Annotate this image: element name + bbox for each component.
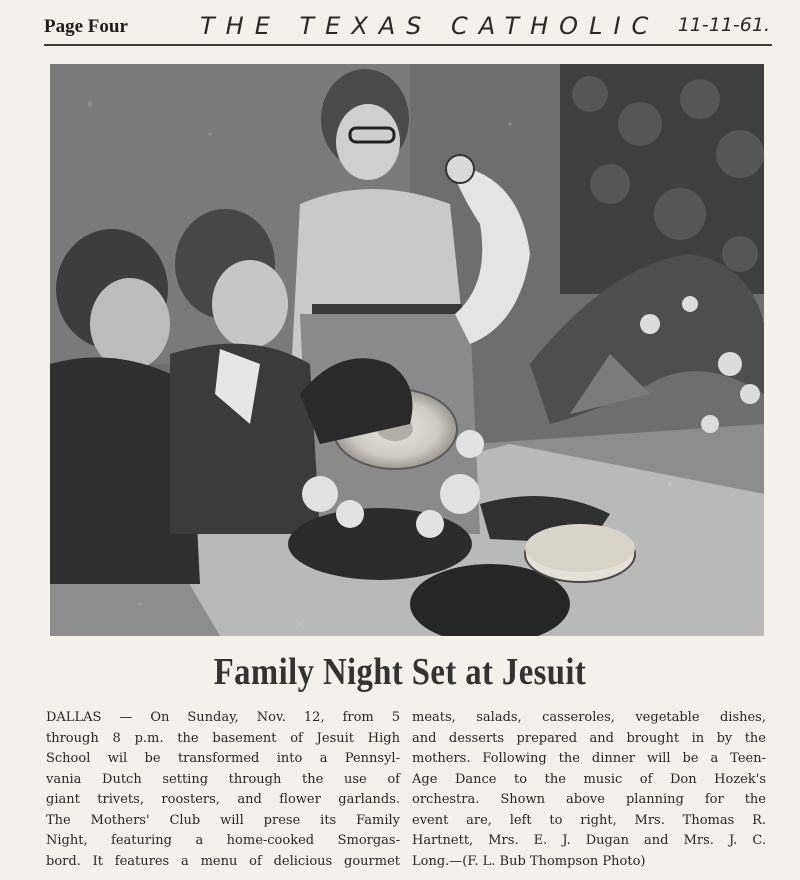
article-line: Hartnett, Mrs. E. J. Dugan and Mrs. J. C. xyxy=(412,833,766,848)
article-line: orchestra. Shown above planning for the xyxy=(412,792,766,807)
article-line: through 8 p.m. the basement of Jesuit High xyxy=(46,730,400,746)
article-line: meats, salads, casseroles, vegetable dishes, xyxy=(412,710,766,725)
article-line: School wil be transformed into a Pennsyl- xyxy=(46,751,400,766)
article-column-right xyxy=(412,708,766,872)
article-line: DALLAS — On Sunday, Nov. 12, from 5 xyxy=(46,710,400,725)
masthead xyxy=(44,14,770,42)
publication-title: THE TEXAS CATHOLIC xyxy=(200,12,660,40)
masthead-rule xyxy=(44,44,772,46)
article-line: mothers. Following the dinner will be a Teen- xyxy=(412,751,766,766)
article-line: giant trivets, roosters, and flower garlands. xyxy=(46,792,400,807)
photo-illustration xyxy=(50,64,764,636)
article-line: and desserts prepared and brought in by the xyxy=(412,730,766,746)
article-line: The Mothers' Club will prese its Family xyxy=(46,812,400,828)
article-column-left xyxy=(46,708,400,872)
article-line: Age Dance to the music of Don Hozek's xyxy=(412,771,766,787)
news-photo xyxy=(50,64,764,636)
page-label: Page Four xyxy=(44,16,128,37)
article-line: vania Dutch setting through the use of xyxy=(46,771,400,787)
article-line: event are, left to right, Mrs. Thomas R. xyxy=(412,812,766,828)
article-line: bord. It features a menu of delicious gourmet xyxy=(46,853,400,869)
article-line: Long.—(F. L. Bub Thompson Photo) xyxy=(412,853,646,869)
article-body xyxy=(46,708,776,868)
article-headline: Family Night Set at Jesuit xyxy=(213,651,587,693)
handwritten-date: 11-11-61. xyxy=(677,14,770,36)
article-line: Night, featuring a home-cooked Smorgas- xyxy=(46,833,400,848)
